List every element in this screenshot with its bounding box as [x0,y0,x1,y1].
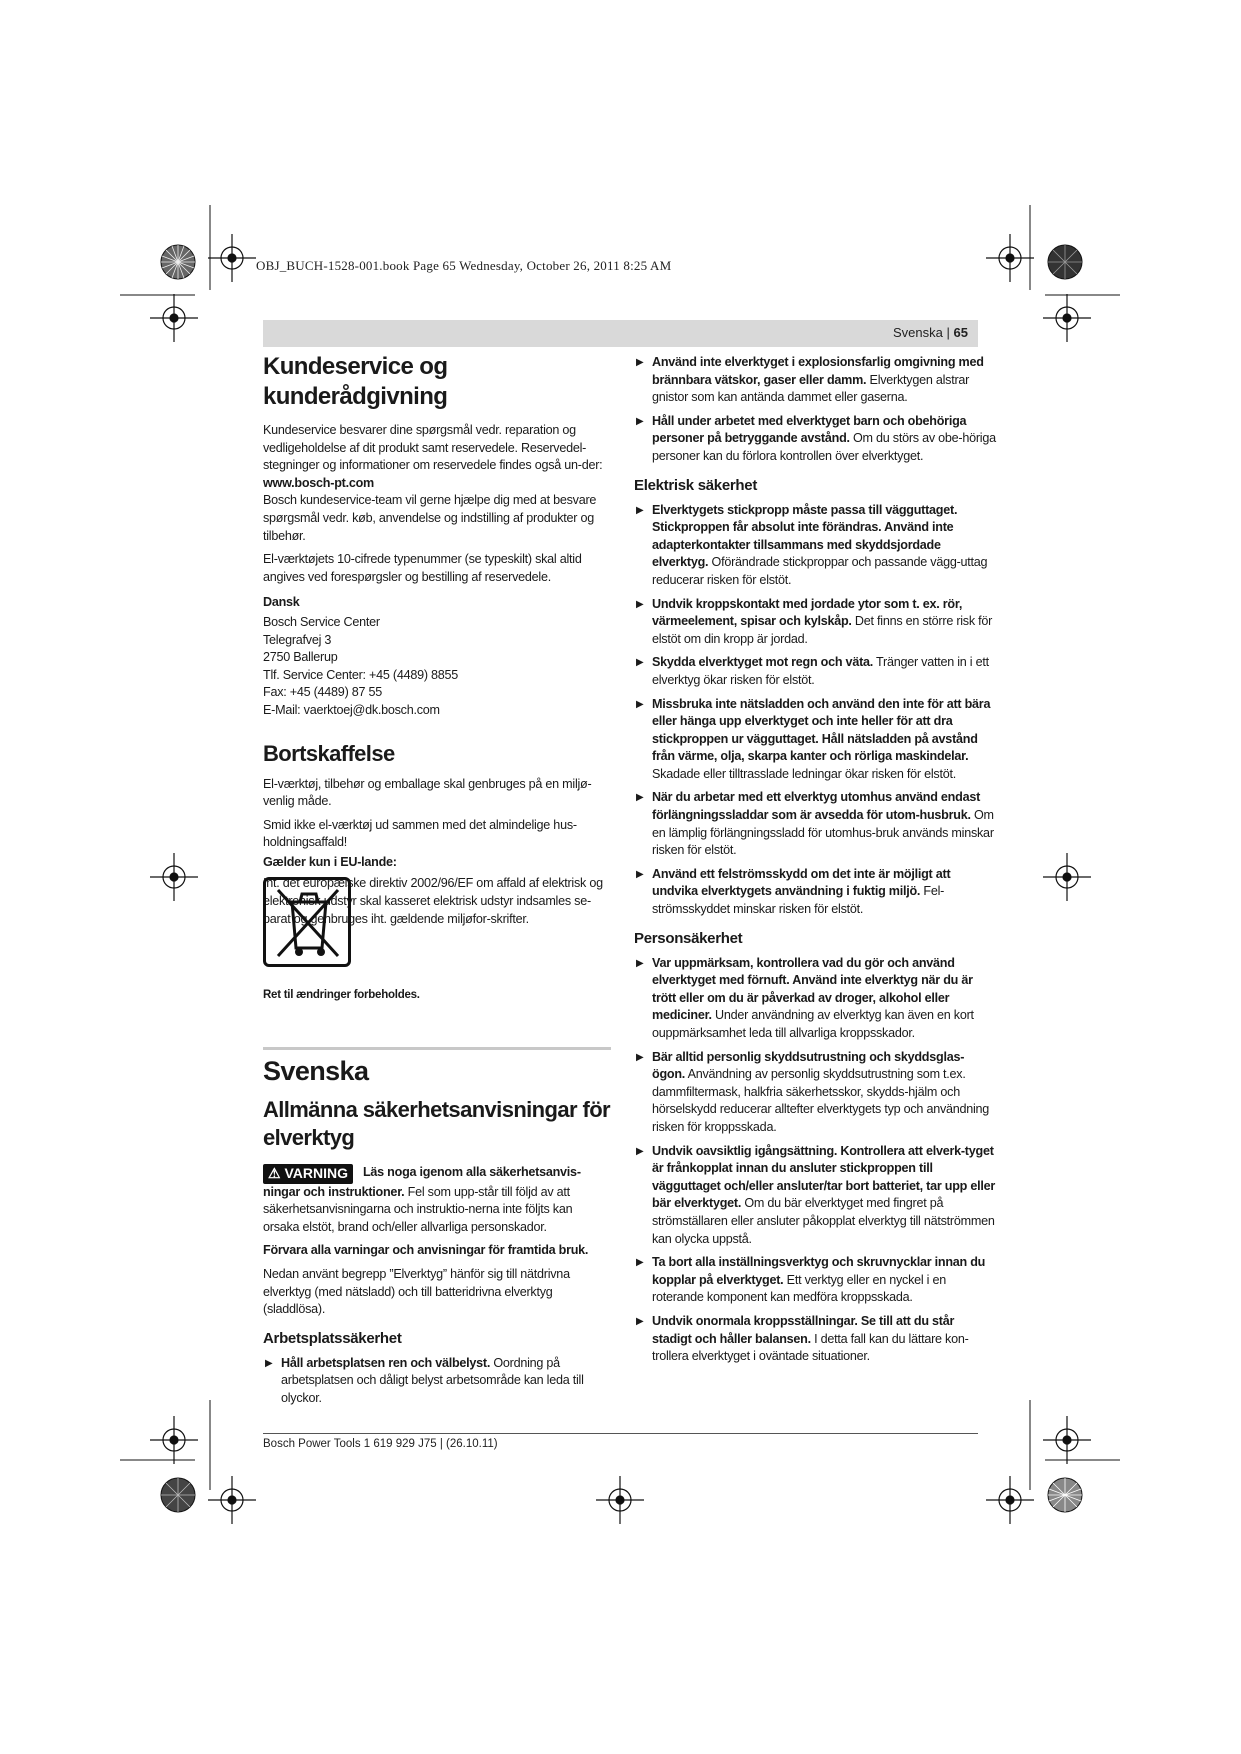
bullet-arrow-icon: ▶ [636,1051,644,1063]
warning-badge: ⚠ VARNING [263,1164,353,1184]
kundeservice-p1: Kundeservice besvarer dine spørgsmål vedr. reparation og vedligeholdelse af dit produkt samt reservedele. Reservedel-stegninger og informationer om reservedele findes også un-der: [263,423,603,473]
bullet-bold: Ta bort alla inställningsverktyg och skruvnycklar innan du kopplar på elverktyget. [652,1255,986,1287]
bullet-arrow-icon: ▶ [636,792,644,804]
weee-text: Iht. det europæiske direktiv 2002/96/EF om affald af elektrisk og elektronisk udstyr skal kasseret elektrisk udstyr indsamles se-parat og genbruges iht. gældende miljøfor-skrifter. [263,876,603,926]
bullet-bold: Elverktygets stickpropp måste passa till vägguttaget. Stickproppen får absolut inte förändras. Använd inte adapterkontakter tillsammans med skyddsjordade elverktyg. [652,502,958,570]
bullet-arrow-icon: ▶ [636,415,644,427]
bullet-bold: Använd inte elverktyget i explosionsfarlig omgivning med brännbara vätskor, gaser eller damm. [652,355,984,387]
bullet-arrow-icon: ▶ [636,657,644,669]
bullet-text: Oförändrade stickproppar och passande vägg-uttag reducerar risken för elstöt. [652,555,988,587]
electric-heading: Elektrisk säkerhet [634,476,758,494]
bullet-text: Under användning av elverktyg kan även en kort ouppmärksamhet leda till allvarliga kroppsskador. [652,1008,974,1040]
term-definition: Nedan använt begrepp ”Elverktyg” hänför sig till nätdrivna elverktyg (med nätsladd) och till batteridrivna elverktyg (sladdlösa). [263,1267,570,1317]
warning-text: Fel som upp-står till följd av att säkerhetsanvisningarna och instruktio-nerna inte följts kan orsaka elstöt, brand och/eller allvarliga personskador. [263,1184,573,1234]
kundeservice-section [263,352,611,720]
list-item [634,654,996,689]
footer-text: Bosch Power Tools 1 619 929 J75 | (26.10.11) [263,1438,498,1450]
kundeservice-p2: Bosch kundeservice-team vil gerne hjælpe dig med at besvare spørgsmål vedr. køb, anvendelse og indstilling af produkter og tilbehør. [263,493,597,543]
bortskaffelse-title: Bortskaffelse [263,740,395,766]
section-divider [263,1047,611,1050]
bortskaffelse-p1: El-værktøj, tilbehør og emballage skal genbruges på en miljø-venlig måde. [263,776,592,809]
bullet-text: Elverktygen alstrar gnistor som kan antända dammet eller gaserna. [652,372,970,405]
bullet-text: Fel-strömsskyddet minskar risken för elstöt. [652,884,945,917]
bullet-arrow-icon: ▶ [636,698,644,710]
contact-line: Telegrafvej 3 [263,632,332,647]
left-column [263,352,611,1414]
bullet-text: I detta fall kan du lättare kon-trollera elverktyget i oväntade situationer. [652,1331,969,1364]
list-item [634,1143,996,1249]
bullet-text: Om du störs av obe-höriga personer kan du förlora kontrollen över elverktyget. [652,431,996,463]
bullet-bold: Undvik oavsiktlig igångsättning. Kontrollera att elverk-tyget är frånkopplat innan du ansluter stickproppen till vägguttaget och/eller ansluter/tar bort batteriet, tar upp eller bär elverktyget. [652,1143,995,1211]
bullet-bold: Undvik onormala kroppsställningar. Se till att du står stadigt och håller balansen. [652,1313,955,1346]
bullet-text: Tränger vatten in i ett elverktyg ökar risken för elstöt. [652,655,989,687]
contact-line: Tlf. Service Center: +45 (4489) 8855 [263,667,459,682]
bullet-arrow-icon: ▶ [636,1257,644,1269]
bullet-arrow-icon: ▶ [636,504,644,516]
bullet-arrow-icon: ▶ [265,1357,273,1369]
kundeservice-p3: El-værktøjets 10-cifrede typenummer (se typeskilt) skal altid angives ved forespørgsler og bestilling af reservedele. [263,552,582,584]
changes-note: Ret til ændringer forbeholdes. [263,989,420,1002]
footer-rule [263,1433,978,1434]
svenska-section [263,1047,611,1408]
running-header [263,320,978,347]
bullet-text: Ett verktyg eller en nyckel i en roterande komponent kan medföra kroppsskada. [652,1272,946,1305]
bullet-bold: Skydda elverktyget mot regn och väta. [652,655,874,670]
list-item [634,354,996,407]
bullet-text: Om en lämplig förlängningssladd för utomhus-bruk används minskar risken för elstöt. [652,808,994,858]
keep-instructions: Förvara alla varningar och anvisningar för framtida bruk. [263,1243,589,1258]
bullet-text: Om du bär elverktyget med fingret på strömställaren eller ansluter påkopplat elverktyg till nätströmmen kan olycka uppstå. [652,1196,995,1246]
warning-badge-label: VARNING [284,1165,348,1182]
bullet-arrow-icon: ▶ [636,357,644,368]
list-item [634,502,996,590]
header-section: Svenska [893,325,943,340]
contact-line: Fax: +45 (4489) 87 55 [263,685,383,700]
bortskaffelse-p2: Smid ikke el-værktøj ud sammen med det almindelige hus-holdningsaffald! [263,817,577,850]
bullet-text: Oordning på arbetsplatsen och dåligt belyst arbetsområde kan leda till olyckor. [281,1355,584,1405]
warning-paragraph [263,1164,611,1236]
bullet-text: Användning av personlig skyddsutrustning som t.ex. dammfiltermask, halkfria säkerhetsskor, skydds-hjälm och hörselskydd reducerar alltefter elverktygets typ och användning risken för kroppsskada. [652,1067,990,1134]
bullet-bold: Håll arbetsplatsen ren och välbelyst. [281,1355,491,1370]
page-number: 65 [953,325,968,340]
kundeservice-url: www.bosch-pt.com [263,475,374,490]
list-item [634,596,996,649]
right-column [634,354,996,1372]
bullet-bold: Använd ett felströmsskydd om det inte är möjligt att undvika elverktygets användning i fuktig miljö. [652,866,951,899]
list-item [634,789,996,859]
warning-bold: Läs noga igenom alla säkerhetsanvis-ningar och instruktioner. [263,1165,581,1199]
bullet-arrow-icon: ▶ [636,1145,644,1157]
bullet-bold: Bär alltid personlig skyddsutrustning och skyddsglas-ögon. [652,1049,965,1082]
bullet-bold: Missbruka inte nätsladden och använd den inte för att bära eller hänga upp elverktyget och inte heller för att dra stickproppen ur vägguttaget. Håll nätsladden på avstånd från värme, olja, skarpa kanter och rörliga maskindelar. [652,696,991,764]
list-item [634,696,996,784]
eu-heading: Gælder kun i EU-lande: [263,854,397,869]
bullet-bold: Håll under arbetet med elverktyget barn och obehöriga personer på betryggande avstånd. [652,413,967,446]
header-separator: | [946,325,950,340]
contact-line: 2750 Ballerup [263,650,338,665]
language-title: Svenska [263,1056,369,1087]
contact-block [263,614,611,720]
safety-heading: Allmänna säkerhetsanvisningar för elverktyg [263,1097,610,1151]
personal-heading: Personsäkerhet [634,929,743,947]
bullet-text: Skadade eller tilltrasslade ledningar ökar risken för elstöt. [652,766,956,781]
list-item [634,413,996,466]
bullet-bold: Var uppmärksam, kontrollera vad du gör och använd elverktyget med förnuft. Använd inte elverktyg när du är trött eller om du är påverkad av droger, alkohol eller mediciner. [652,955,973,1023]
bullet-arrow-icon: ▶ [636,868,644,880]
bullet-arrow-icon: ▶ [636,1315,644,1327]
list-item [634,1313,996,1366]
list-item [634,955,996,1043]
bullet-arrow-icon: ▶ [636,957,644,969]
list-item [634,1254,996,1307]
crossed-out-wheelie-bin-icon [263,877,351,967]
contact-line: Bosch Service Center [263,614,380,629]
contact-line: E-Mail: vaerktoej@dk.bosch.com [263,702,440,717]
list-item [263,1355,611,1408]
bortskaffelse-section [263,740,611,1006]
kundeservice-title: Kundeservice og kunderådgivning [263,353,448,410]
weee-block [263,875,611,975]
print-slug: OBJ_BUCH-1528-001.book Page 65 Wednesday, October 26, 2011 8:25 AM [256,258,672,273]
bullet-bold: När du arbetar med ett elverktyg utomhus använd endast förlängningssladdar som är avsedda för utom-husbruk. [652,790,981,823]
bullet-arrow-icon: ▶ [636,598,644,610]
bullet-bold: Undvik kroppskontakt med jordade ytor som t. ex. rör, värmeelement, spisar och kylskåp. [652,596,963,629]
list-item [634,866,996,919]
workplace-heading: Arbetsplatssäkerhet [263,1329,402,1347]
bullet-text: Det finns en större risk för elstöt om din kropp är jordad. [652,614,993,646]
list-item [634,1049,996,1137]
header-page-label [893,325,968,340]
country-label: Dansk [263,595,300,610]
